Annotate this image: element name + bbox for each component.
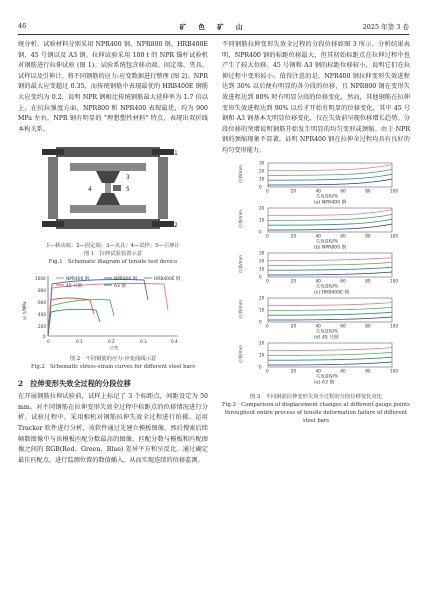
y-axis-label: 应力/MPa xyxy=(22,301,27,320)
xtick: 0 xyxy=(266,278,269,284)
ytick: 20 xyxy=(259,168,265,174)
series-line xyxy=(268,347,392,350)
figure-1 xyxy=(18,141,208,266)
y-axis-label: 位移/mm xyxy=(238,344,243,363)
series-line xyxy=(268,257,392,260)
ytick: 600 xyxy=(38,299,46,305)
xtick: 80 xyxy=(365,233,371,239)
ytick: 10 xyxy=(259,176,265,182)
xtick: 100 xyxy=(390,278,398,284)
left-column xyxy=(18,40,208,466)
fig2-title-cn: 图 2 不同钢筋的应力-应变曲线示意 xyxy=(69,355,157,362)
xtick: 60 xyxy=(340,323,346,329)
issue-label: 2025 年第 3 卷 xyxy=(362,23,409,31)
series-line xyxy=(268,209,392,215)
xtick: 60 xyxy=(340,368,346,374)
figure-3 xyxy=(222,161,410,426)
xtick: 40 xyxy=(315,368,321,374)
ytick: 0 xyxy=(259,184,262,190)
xtick: 0 xyxy=(266,368,269,374)
panel-label: (c) HRB400E 钢 xyxy=(314,290,350,296)
ytick: 0 xyxy=(259,229,262,235)
fig1-title-en: Fig.1 Schematic diagram of tensile test device xyxy=(48,258,178,265)
series-line xyxy=(268,164,392,170)
label-2: 2 xyxy=(174,222,178,230)
fig3-title-en: Fig.3 Comparison of displacement changes at different gauge points throughout entire process of tensile deformation failure of different steel bars xyxy=(222,402,410,425)
xtick: 40 xyxy=(315,278,321,284)
header-rule xyxy=(18,34,409,35)
xtick: 40 xyxy=(315,323,321,329)
series-line xyxy=(268,352,392,355)
series-line xyxy=(268,262,392,265)
legend-a3: A3 钢 xyxy=(114,283,126,289)
x-axis-label: 失效进程/% xyxy=(316,193,339,199)
y-axis-label: 位移/mm xyxy=(238,254,243,273)
ytick: 1000 xyxy=(35,275,46,281)
ytick: 20 xyxy=(259,340,265,346)
y-axis-label: 位移/mm xyxy=(238,164,243,183)
legend-npr400: NPR400 钢 xyxy=(66,276,90,282)
label-5: 5 xyxy=(126,186,130,194)
xtick: 0 xyxy=(266,323,269,329)
series-line xyxy=(268,302,392,305)
xtick: 80 xyxy=(365,368,371,374)
label-4: 4 xyxy=(88,186,92,194)
ytick: 10 xyxy=(259,307,265,313)
fig1-legend: 1—移动端；2—固定端；3—夹具；4—试样；5—引伸计 xyxy=(46,242,180,249)
journal-name: 矿 色 矿 山 xyxy=(179,23,248,31)
xtick: 0.3 xyxy=(140,338,147,344)
label-1: 1 xyxy=(174,150,178,158)
xtick: 0 xyxy=(47,338,50,344)
xtick: 80 xyxy=(365,323,371,329)
panel-label: (e) A3 钢 xyxy=(314,380,334,386)
xtick: 20 xyxy=(290,278,297,284)
label-3: 3 xyxy=(126,174,130,182)
ytick: 30 xyxy=(259,160,265,166)
ytick: 400 xyxy=(38,311,46,317)
y-axis-label: 位移/mm xyxy=(238,209,243,228)
page-number: 46 xyxy=(18,22,27,30)
series-line xyxy=(268,307,392,310)
xtick: 20 xyxy=(290,233,297,239)
series-line xyxy=(268,357,392,360)
fig3-title-cn: 图 3 不同钢筋拉伸变形失效全过程的分段位移变化对比 xyxy=(249,394,383,401)
x-axis-label: 失效进程/% xyxy=(316,238,339,244)
ytick: 20 xyxy=(259,295,265,301)
ytick: 0 xyxy=(259,319,262,325)
xtick: 20 xyxy=(290,368,297,374)
ytick: 10 xyxy=(259,266,265,272)
fig1-title-cn: 图 1 拉伸试验装置示意 xyxy=(83,250,143,257)
ytick: 10 xyxy=(259,217,265,223)
running-header xyxy=(18,22,409,34)
stress-strain-chart xyxy=(18,270,208,350)
xtick: 80 xyxy=(365,278,371,284)
ytick: 200 xyxy=(38,323,46,329)
xtick: 100 xyxy=(390,323,398,329)
xtick: 0 xyxy=(266,233,269,239)
panel-label: (d) 45 号钢 xyxy=(314,335,339,341)
xtick: 20 xyxy=(290,188,297,194)
x-axis-label: 失效进程/% xyxy=(316,283,339,289)
right-column xyxy=(222,40,410,425)
xtick: 0 xyxy=(266,188,269,194)
section-title: 2 拉伸变形失效全过程的分段位移 xyxy=(18,378,131,388)
series-line xyxy=(268,312,392,315)
paragraph-intro: 统分析。试验材料分别采用 NPR400 钢、NPR800 钢、HRB400E 钢、45 号钢以及 A3 钢。拉伸试验采用 100 t 的 NPR 锚杆试验机对钢筋进行拉伸试验 (图 1)。试验系统包含移动端、固定端、夹具、试样以及引伸计。将不同钢筋的应力-应变数据进行整理 (图 2)。NPR 钢的最大应变超过 0.35，而传统钢筋中表现最优的 HRB400E 钢筋大应变约为 0.2，说明 NPR 钢相比传统钢筋最大延伸率为 1.7 倍以上。在抗拉强度方面，NPR800 和 NPR400 表现最优，均为 900 MPa 左右。NPR 钢有明显的 "理想塑性材料" 特点，表现出双折线本构关系。 xyxy=(18,41,208,133)
paragraph-method: 在开展钢筋拉伸试验前，试样上标记了 3 个标距点，间距设定为 50 mm。对不同钢筋在拉伸变形失效全过程中标距点的位移情况进行分析。试验过程中，采用相机对钢筋拉伸失效全过程进行拍摄。运用 Tracker 软件进行分析，该软件通过先建立模板图像，然后搜索后续帧数图像中与该模板匹配分数最高的图像，匹配分数与模板和匹配图像之间的 RGB(Red、Green、Blue) 差异平方和呈反比。通过确定最佳匹配点，进行监测位置的数值插入，从而实现连续的位移监测。 xyxy=(18,393,208,464)
legend-npr800: NPR800 钢 xyxy=(114,276,138,282)
xtick: 60 xyxy=(340,188,346,194)
y-axis-label: 位移/mm xyxy=(238,299,243,318)
xtick: 20 xyxy=(290,323,297,329)
x-axis-label: 失效进程/% xyxy=(316,373,339,379)
xtick: 0.2 xyxy=(108,338,115,344)
xtick: 100 xyxy=(390,188,398,194)
tensile-device-diagram xyxy=(18,141,208,237)
series-line xyxy=(268,362,392,365)
displacement-charts xyxy=(222,161,410,389)
panel-label: (a) NPR400 钢 xyxy=(314,200,347,206)
series-line xyxy=(268,272,392,275)
xtick: 60 xyxy=(340,233,346,239)
xtick: 0.1 xyxy=(76,338,83,344)
ytick: 0 xyxy=(43,333,46,339)
xtick: 100 xyxy=(390,233,398,239)
ytick: 20 xyxy=(259,205,265,211)
xtick: 80 xyxy=(365,188,371,194)
x-axis-label: 失效进程/% xyxy=(316,328,339,334)
figure-2 xyxy=(18,270,208,371)
xtick: 60 xyxy=(340,278,346,284)
series-line xyxy=(268,267,392,270)
xtick: 100 xyxy=(390,368,398,374)
x-axis-label: 应变 xyxy=(110,344,119,350)
legend-45: 45 号钢 xyxy=(66,283,82,289)
xtick: 40 xyxy=(315,233,321,239)
ytick: 20 xyxy=(259,258,265,264)
series-line xyxy=(268,317,392,320)
ytick: 0 xyxy=(259,274,262,280)
fig2-title-en: Fig.2 Schematic stress-strain curves for different steel bars xyxy=(31,363,195,370)
panel-label: (b) NPR800 钢 xyxy=(314,245,347,251)
ytick: 800 xyxy=(38,287,46,293)
ytick: 30 xyxy=(259,250,265,256)
xtick: 40 xyxy=(315,188,321,194)
legend-hrb400e: HRB400E 钢 xyxy=(154,276,181,282)
xtick: 0.4 xyxy=(171,338,178,344)
paragraph-results: 不同钢筋拉伸变形失效全过程的分段位移如图 3 所示。分析结果表明，NPR400 钢的标距位移最大，但其初始标距点在拉伸过程中也产生了较大位移。45 号钢和 A3 钢的标距位移较小，说明它们在拉伸过程中变形较小。值得注意的是，NPR400 钢拉伸变形失效进程达到 30% 以后便有明显的各分段的位移，且 NPR800 钢在变形失效进程达到 80% 时有明显分段的位移变化，然而，其他钢筋在拉伸变形失效进程达到 90% 以后才开始有明显的位移变化，其中 45 号钢和 A3 钢基本无明显位移变化，仅在失效前呈现位移增长趋势。分段位移的突增说明钢筋开始发生明显的均匀变形或颈缩。由于 NPR 钢的颈缩现象不显著，证明 NPR400 钢在拉伸全过程均具有良好的均匀变形能力。 xyxy=(222,41,410,154)
ytick: 10 xyxy=(259,352,265,358)
ytick: 0 xyxy=(259,364,262,370)
